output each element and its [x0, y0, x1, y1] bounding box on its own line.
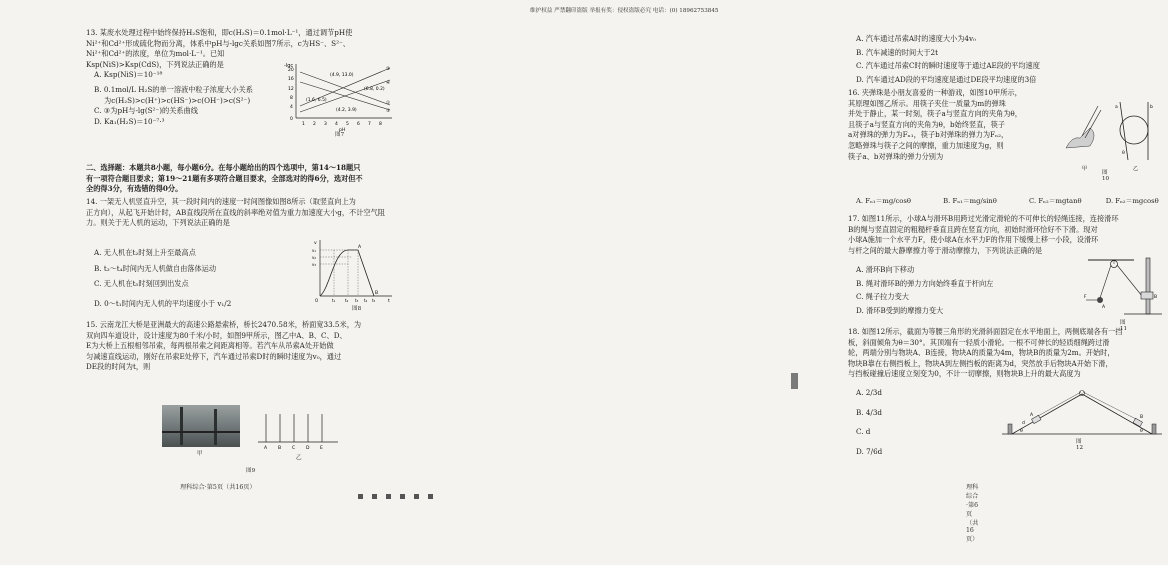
fig9-post-a: A: [264, 446, 268, 451]
fig8-t2: t₂: [345, 298, 349, 303]
fig8-v1: v₁: [312, 248, 316, 253]
q14-option-d: D. 0～t₁时间内无人机的平均速度小于 v₁/2: [94, 298, 232, 308]
fig8-v-axis: v: [314, 241, 317, 246]
question-16: [848, 88, 1073, 162]
q15-stem-1: 15. 云南龙江大桥是亚洲最大的高速公路悬索桥，桥长2470.58米，桥面宽33.5米，为: [86, 320, 362, 329]
question-17: [848, 214, 1153, 256]
fig7-xtick-1: 1: [302, 122, 305, 127]
q18-stem-5: 与挡板碰撞后速度立刻变为0，不计一切摩擦，则物块B上升的最大高度为: [848, 369, 1081, 379]
page-edge-marker: [791, 373, 798, 389]
q15-stem-4: 匀减速直线运动，刚好在吊索E处停下，汽车通过吊索D时的瞬时速度为v₀，通过: [86, 351, 342, 361]
q16-stem-1: 16. 夹弹珠是小朋友喜爱的一种游戏，如图10甲所示，: [848, 88, 1022, 97]
figure-7: [282, 60, 397, 132]
q16-stem-7: 筷子a、b对弹珠的弹力分别为: [848, 151, 944, 161]
q14-stem-2: 正方向），从起飞开始计时，AB直线段所在直线的斜率绝对值为重力加速度大小g，不计空气阻: [86, 207, 385, 217]
q18-option-b: B. 4/3d: [856, 407, 883, 417]
fig9-bridge-photo: [162, 405, 240, 447]
fig9-post-b: B: [278, 446, 282, 451]
q17-stem-4: 与杆之间的最大静摩擦力等于滑动摩擦力，下列说法正确的是: [848, 245, 1043, 255]
q16-option-b: B. Fₙ₁＝mg/sinθ: [943, 197, 997, 205]
q13-stem-4: Ksp(NiS)>Ksp(CdS)，下列说法正确的是: [86, 59, 224, 69]
q17-stem-1: 17. 如图11所示，小球A与滑环B用跨过光滑定滑轮的不可伸长的轻绳连接，连接滑环: [848, 214, 1119, 223]
fig8-caption: 图8: [352, 306, 362, 312]
q17-option-c: C. 绳子拉力变大: [856, 292, 909, 302]
fig12-rope-left: [1038, 392, 1081, 416]
fig8-t1: t₁: [332, 298, 336, 303]
fig7-label-1: ①: [386, 101, 391, 106]
fig7-xtick-2: 2: [313, 122, 316, 127]
q17-option-d: D. 滑环B受到的摩擦力变大: [856, 305, 944, 315]
q13-option-c: C. ③为pH与-lg(S²⁻)的关系曲线: [94, 106, 198, 116]
q13-stem-1: 13. 某废水处理过程中始终保持H₂S饱和，即c(H₂S)＝0.1mol·L⁻¹，通过调节pH使: [86, 28, 353, 37]
fig8-origin: O: [315, 298, 319, 303]
q16-stem-2: 其原理如图乙所示。用筷子夹住一质量为m的弹珠: [848, 98, 1006, 108]
q13-option-a: A. Ksp(NiS)＝10⁻¹⁸: [94, 70, 163, 80]
fig12-angle-left: θ: [1020, 429, 1023, 434]
fig11-rope-b: [1117, 265, 1142, 296]
q14-stem-1: 14. 一架无人机竖直升空，其一段时间内的速度一时间图像如图8所示（取竖直向上为: [86, 197, 356, 206]
fig7-yaxis-label: -lgc: [284, 63, 294, 69]
q16-stem-5: a对弹珠的弹力为Fₙ₁，筷子b对弹珠的弹力为Fₙ₂，: [848, 130, 1009, 140]
q15-options: [848, 34, 1153, 85]
section-2-instructions: [86, 163, 392, 195]
q17-option-a: A. 滑环B向下移动: [856, 265, 915, 274]
fig10-angle: θ: [1122, 151, 1125, 156]
fig7-point-1: (4.9, 13.0): [330, 73, 354, 78]
fig7-label-3: ③: [386, 109, 391, 114]
left-page: [0, 0, 400, 565]
q14-option-a: A. 无人机在t₂时刻上升至最高点: [94, 248, 196, 257]
fig9-label-a: 甲: [197, 451, 203, 457]
fig11-label-f: F: [1084, 295, 1087, 300]
fig7-xtick-7: 7: [368, 122, 371, 127]
q16-option-a: A. Fₙ₁＝mg/cosθ: [856, 197, 911, 205]
q16-stem-4: 且筷子a与竖直方向的夹角为θ，b始终竖直，筷子: [848, 119, 1005, 129]
question-15: [86, 320, 392, 373]
figure-11: [1084, 256, 1164, 318]
fig9-post-d: D: [306, 446, 310, 451]
fig7-point-3: (1.6, 6.5): [306, 98, 327, 103]
question-14: [86, 197, 392, 229]
q18-option-d: D. 7/6d: [856, 446, 883, 456]
section-2-line-3: 全的得3分，有选错的得0分。: [86, 184, 183, 194]
fig7-xtick-3: 3: [324, 122, 327, 127]
fig8-t-axis: t: [388, 299, 390, 304]
fig9-diagram: [258, 412, 338, 452]
fig9-post-e: E: [320, 446, 323, 451]
fig7-xaxis-label: pH: [339, 128, 346, 133]
fig7-label-4: ④: [386, 81, 391, 86]
fig10-rod-label-a: a: [1115, 105, 1118, 110]
q18-options: [848, 388, 908, 457]
fig7-ytick-4: 4: [290, 105, 293, 110]
fig8-t4: t₄: [364, 298, 368, 303]
fig10-caption: 图10: [1102, 170, 1110, 182]
q15-stem-5: DE段的时间为t，则: [86, 362, 151, 372]
fig8-v2: v₂: [312, 255, 316, 260]
fig7-point-2: (6.8, 0.2): [364, 87, 385, 92]
fig7-xtick-5: 5: [346, 122, 349, 127]
q18-option-c: C. d: [856, 427, 871, 437]
fig8-point-a: A: [358, 245, 362, 250]
q14-option-b: B. t₃～t₄时间内无人机做自由落体运动: [94, 263, 217, 273]
fig8-t5: t₅: [372, 298, 376, 303]
q18-stem-2: 板，斜面倾角为θ＝30°。其顶端有一轻质小滑轮。一根不可伸长的轻质细绳跨过滑: [848, 337, 1110, 347]
fig12-rope-right: [1083, 392, 1136, 419]
fig9-label-b: 乙: [296, 455, 302, 461]
fig7-ytick-12: 12: [288, 87, 294, 92]
q17-stem-2: B的绳与竖直固定的粗糙杆垂直且跨在竖直方向，初始时滑环恰好不下滑。现对: [848, 224, 1098, 234]
fig11-rod: [1146, 258, 1150, 314]
q17-option-b: B. 绳对滑环B的弹力方向始终垂直于杆向左: [856, 278, 994, 288]
q15-option-a: A. 汽车通过吊索A时的速度大小为4v₀: [856, 34, 976, 43]
page-header: 维护权益 严禁翻印盗版 举报有奖：侵权盗版必究 电话：(0) 18962753845: [530, 8, 719, 14]
q18-stem-1: 18. 如图12所示，截面为等腰三角形的光滑斜面固定在水平地面上，两侧底端各有一挡: [848, 327, 1123, 336]
fig11-label-b: B: [1154, 295, 1158, 300]
q13-option-b-cont: 为c(H₂S)>c(H⁺)>c(HS⁻)>c(OH⁻)>c(S²⁻): [104, 95, 251, 105]
q15-stem-3: E为大桥上五根相邻吊索，每两根吊索之间距离相等。若汽车从吊索A处开始做: [86, 341, 334, 351]
fig12-left-stop: [1008, 424, 1012, 434]
q16-stem-3: 并处于静止，某一时刻，筷子a与竖直方向的夹角为θ，: [848, 109, 1022, 119]
q18-stem-3: 轮，两端分别与物块A、B连接，物块A的质量为4m，物块B的质量为2m。开始时，: [848, 348, 1115, 358]
q14-options: [86, 248, 319, 309]
q15-stem-2: 双向四车道设计，设计速度为80千米/小时，如图9甲所示，图乙中A、B、C、D、: [86, 330, 347, 340]
q15-option-b: B. 汽车减速的时间大于2t: [856, 47, 939, 57]
left-page-footer: 理科综合·第5页（共16页）: [180, 484, 256, 491]
fig7-caption: 图7: [335, 132, 345, 138]
fig7-ytick-16: 16: [288, 77, 294, 82]
q13-stem-2: Ni²⁺和Cd²⁺形成硫化物而分离，体系中pH与-lgc关系如图7所示，c为HS⁻、S²⁻、: [86, 38, 350, 48]
figure-12: [1002, 386, 1162, 442]
q16-options: [848, 196, 1168, 207]
fig12-label-a: A: [1030, 413, 1034, 418]
q15-option-c: C. 汽车通过吊索C时的瞬时速度等于通过AE段的平均速度: [856, 61, 1040, 71]
fig10-label-a: 甲: [1082, 166, 1088, 172]
fig7-xtick-6: 6: [357, 122, 360, 127]
q14-stem-3: 力。则关于无人机的运动，下列说法正确的是: [86, 218, 230, 228]
fig9-caption: 图9: [246, 468, 256, 474]
q13-option-b: B. 0.1mol/L H₂S的单一溶液中粒子浓度大小关系: [94, 84, 253, 94]
fig12-caption: 图12: [1076, 439, 1084, 451]
q18-option-a: A. 2/3d: [856, 388, 882, 397]
figure-10: [1060, 98, 1160, 178]
fig10-rod-label-b: b: [1150, 105, 1153, 110]
fig12-pulley: [1080, 391, 1085, 396]
fig7-ytick-20: 20: [288, 68, 294, 73]
fig7-ytick-8: 8: [290, 96, 293, 101]
q13-stem-3: Ni²⁺和Cd²⁺的浓度，单位为mol·L⁻¹。已知: [86, 49, 225, 59]
fig10-label-b: 乙: [1133, 166, 1139, 172]
section-2-line-1: 二、选择题：本题共8小题，每小题6分。在每小题给出的四个选项中，第14～18题只: [86, 163, 361, 172]
fig7-point-4: (4.2, 3.9): [336, 108, 357, 113]
fig10-hand: [1066, 128, 1094, 148]
right-page-footer: 理科综合·第6页（共16页）: [966, 484, 979, 543]
question-18: [848, 327, 1153, 380]
fig8-v3: v₃: [312, 262, 316, 267]
fig11-label-a: A: [1102, 305, 1106, 310]
fig11-ring-b: [1141, 292, 1153, 299]
q17-options: [848, 265, 1068, 316]
fig12-right-stop: [1152, 424, 1156, 434]
fig12-angle-right: θ: [1140, 429, 1143, 434]
q14-option-c: C. 无人机在t₅时刻回到出发点: [94, 279, 189, 289]
fig7-ytick-0: 0: [290, 117, 293, 122]
fig7-label-2: ②: [386, 67, 391, 72]
fig11-ball-a: [1097, 297, 1103, 303]
fig12-distance-d: d: [1022, 421, 1025, 426]
q16-option-c: C. Fₙ₂＝mgtanθ: [1029, 197, 1082, 205]
fig9-post-c: C: [292, 446, 296, 451]
fig8-point-b: B: [375, 291, 379, 296]
q16-stem-6: 忽略弹珠与筷子之间的摩擦，重力加速度为g，则: [848, 140, 1004, 150]
fig7-xtick-8: 8: [379, 122, 382, 127]
fig11-caption: 图11: [1120, 320, 1128, 332]
right-page: [400, 0, 1159, 565]
q13-option-d: D. Ka₁(H₂S)＝10⁻⁷·³: [94, 116, 165, 126]
fig12-label-b: B: [1140, 415, 1144, 420]
section-2-line-2: 有一项符合题目要求；第19～21题有多项符合题目要求，全部选对的得6分，选对但不: [86, 173, 363, 183]
fig8-t3: t₃: [355, 298, 359, 303]
q16-option-d: D. Fₙ₂＝mgcosθ: [1105, 197, 1159, 205]
fig11-rope-a: [1100, 265, 1111, 298]
q18-stem-4: 物块B靠在右侧挡板上，物块A到左侧挡板的距离为d，突然放手后物块A开始下滑，: [848, 358, 1113, 368]
q17-stem-3: 小球A施加一个水平力F，使小球A在水平力F的作用下缓慢上移一小段，设滑环: [848, 235, 1099, 245]
figure-8: [312, 238, 394, 303]
fig7-xtick-4: 4: [335, 122, 338, 127]
q15-option-d: D. 汽车通过AD段的平均速度是通过DE段平均速度的3倍: [856, 74, 1037, 84]
